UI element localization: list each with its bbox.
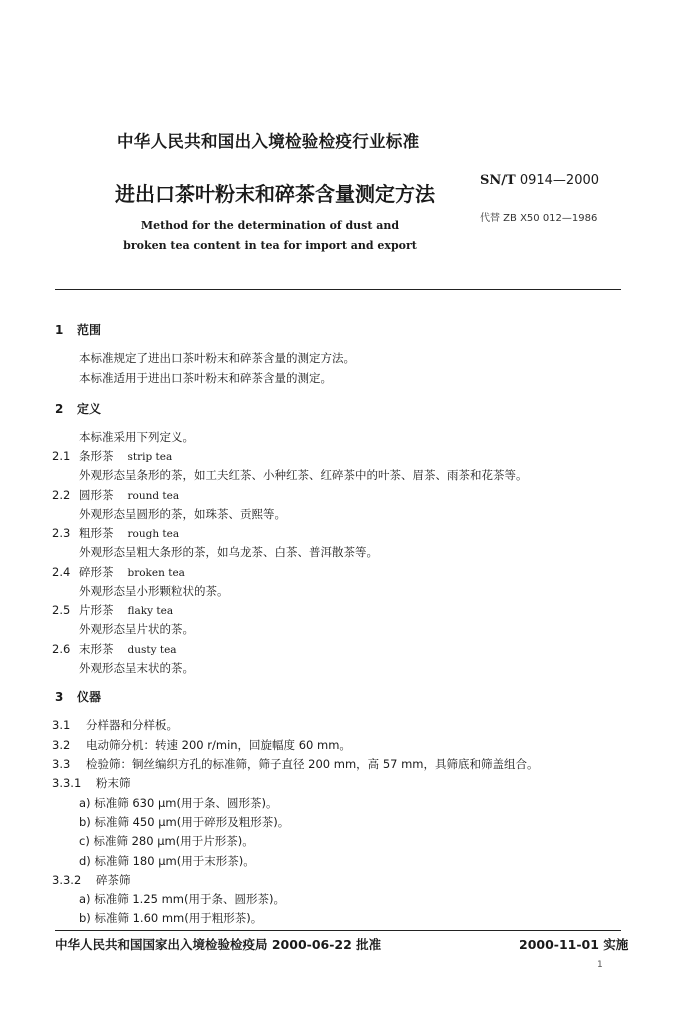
clause-number: 2.1 xyxy=(52,449,71,463)
list-item: c) 标准筛 280 μm(用于片形茶)。 xyxy=(79,834,254,848)
definition-term-row xyxy=(52,641,177,657)
paragraph: 本标准规定了进出口茶叶粉末和碎茶含量的测定方法。 xyxy=(79,351,355,365)
approval-statement: 中华人民共和国国家出入境检验检疫局 2000-06-22 批准 xyxy=(55,937,382,952)
clause-3-1 xyxy=(52,717,178,733)
paragraph: 本标准采用下列定义。 xyxy=(79,430,194,444)
definition-text: 外观形态呈末状的茶。 xyxy=(79,661,194,675)
section-1-heading xyxy=(55,321,101,338)
clause-text: 粉末筛 xyxy=(96,776,131,790)
section-3-heading xyxy=(55,688,101,705)
section-number: 2 xyxy=(55,402,64,416)
standard-code xyxy=(480,173,599,188)
definition-term-row xyxy=(52,448,172,464)
term-en: broken tea xyxy=(127,567,185,579)
clause-text: 碎茶筛 xyxy=(96,873,131,887)
term-cn: 圆形茶 xyxy=(79,488,114,502)
section-title: 范围 xyxy=(77,323,102,337)
list-item: a) 标准筛 1.25 mm(用于条、圆形茶)。 xyxy=(79,892,285,906)
term-en: round tea xyxy=(127,490,180,502)
section-title: 仪器 xyxy=(77,690,102,704)
section-2-heading xyxy=(55,400,101,417)
definition-term-row xyxy=(52,525,179,541)
clause-number: 2.5 xyxy=(52,603,71,617)
paragraph: 本标准适用于进出口茶叶粉末和碎茶含量的测定。 xyxy=(79,371,332,385)
clause-number: 3.3.2 xyxy=(52,873,82,887)
clause-number: 3.3 xyxy=(52,757,71,771)
english-title-line-2: broken tea content in tea for import and export xyxy=(123,239,417,252)
page-number: 1 xyxy=(597,960,603,970)
definition-text: 外观形态呈条形的茶，如工夫红茶、小种红茶、红碎茶中的叶茶、眉茶、雨茶和花茶等。 xyxy=(79,468,528,482)
term-en: flaky tea xyxy=(127,605,174,617)
list-item: b) 标准筛 450 μm(用于碎形及粗形茶)。 xyxy=(79,815,290,829)
definition-text: 外观形态呈小形颗粒状的茶。 xyxy=(79,584,229,598)
section-number: 1 xyxy=(55,323,64,337)
definition-text: 外观形态呈圆形的茶，如珠茶、贡熙等。 xyxy=(79,507,286,521)
section-number: 3 xyxy=(55,690,64,704)
section-title: 定义 xyxy=(77,402,102,416)
term-en: rough tea xyxy=(127,528,180,540)
clause-number: 3.3.1 xyxy=(52,776,82,790)
term-cn: 条形茶 xyxy=(79,449,114,463)
definition-term-row xyxy=(52,564,185,580)
definition-text: 外观形态呈片状的茶。 xyxy=(79,622,194,636)
replaces-standard: 代替 ZB X50 012—1986 xyxy=(480,213,598,224)
term-en: strip tea xyxy=(127,451,173,463)
term-cn: 粗形茶 xyxy=(79,526,114,540)
term-cn: 片形茶 xyxy=(79,603,114,617)
effective-date: 2000-11-01 实施 xyxy=(519,937,629,952)
term-cn: 末形茶 xyxy=(79,642,114,656)
clause-number: 2.2 xyxy=(52,488,71,502)
list-item: a) 标准筛 630 μm(用于条、圆形茶)。 xyxy=(79,796,278,810)
header-divider xyxy=(55,289,621,290)
clause-number: 2.4 xyxy=(52,565,71,579)
document-title: 进出口茶叶粉末和碎茶含量测定方法 xyxy=(115,182,435,206)
clause-number: 3.2 xyxy=(52,738,71,752)
definition-term-row xyxy=(52,487,179,503)
term-en: dusty tea xyxy=(127,644,177,656)
clause-text: 分样器和分样板。 xyxy=(86,718,178,732)
term-cn: 碎形茶 xyxy=(79,565,114,579)
clause-text: 检验筛：铜丝编织方孔的标准筛，筛子直径 200 mm，高 57 mm，具筛底和筛盖组合。 xyxy=(86,757,539,771)
clause-number: 2.3 xyxy=(52,526,71,540)
clause-3-3-2 xyxy=(52,872,131,888)
definition-term-row xyxy=(52,602,173,618)
standard-code-prefix: SN/T xyxy=(480,173,516,188)
list-item: b) 标准筛 1.60 mm(用于粗形茶)。 xyxy=(79,911,263,925)
clause-3-2 xyxy=(52,737,351,753)
clause-3-3-1 xyxy=(52,775,131,791)
clause-number: 3.1 xyxy=(52,718,71,732)
standard-code-number: 0914—2000 xyxy=(519,173,600,188)
list-item: d) 标准筛 180 μm(用于末形茶)。 xyxy=(79,854,255,868)
footer-divider xyxy=(55,930,621,931)
clause-text: 电动筛分机：转速 200 r/min，回旋幅度 60 mm。 xyxy=(86,738,351,752)
clause-number: 2.6 xyxy=(52,642,71,656)
definition-text: 外观形态呈粗大条形的茶，如乌龙茶、白茶、普洱散茶等。 xyxy=(79,545,378,559)
clause-3-3 xyxy=(52,756,539,772)
issuing-organization: 中华人民共和国出入境检验检疫行业标准 xyxy=(117,132,420,151)
english-title-line-1: Method for the determination of dust and xyxy=(140,219,400,232)
